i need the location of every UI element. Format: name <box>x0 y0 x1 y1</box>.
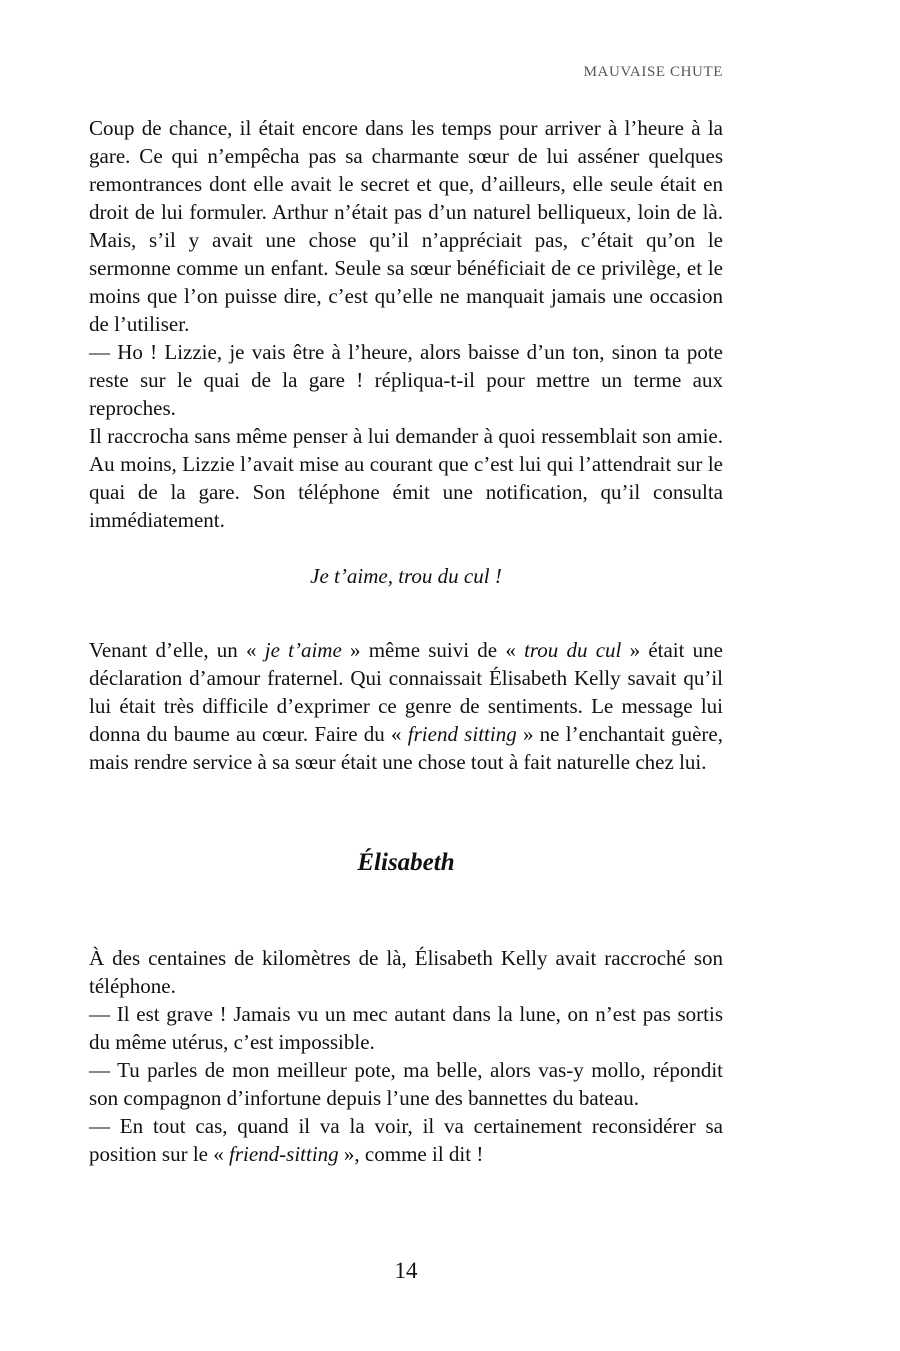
text-run: », comme il dit ! <box>338 1142 484 1166</box>
italic-phrase: friend-sitting <box>229 1142 339 1166</box>
text-run: Venant d’elle, un « <box>89 638 265 662</box>
text-run: » ne l’enchantait guère, mais rendre service à sa sœur était une chose tout à fait naturelle chez lui. <box>89 722 723 774</box>
page-number: 14 <box>394 1258 418 1283</box>
italic-phrase: je t’aime <box>264 638 342 662</box>
paragraph: Il raccrocha sans même penser à lui demander à quoi ressemblait son amie. Au moins, Lizzie l’avait mise au courant que c’est lui qui l’attendrait sur le quai de la gare. Son téléphone émit une notification, qu’il consulta immédiatement. <box>89 424 723 532</box>
text-message: Je t’aime, trou du cul ! <box>310 564 502 588</box>
running-head: MAUVAISE CHUTE <box>583 64 723 80</box>
dialogue-line: — Tu parles de mon meilleur pote, ma belle, alors vas-y mollo, répondit son compagnon d’infortune depuis l’une des bannettes du bateau. <box>89 1058 723 1110</box>
dialogue-line: — Ho ! Lizzie, je vais être à l’heure, alors baisse d’un ton, sinon ta pote reste sur le quai de la gare ! répliqua-t-il pour mettre un terme aux reproches. <box>89 340 723 420</box>
text-run: » était une déclaration d’amour fraternel. Qui connaissait Élisabeth Kelly savait qu’il lui était très difficile d’exprimer ce genre de sentiments. Le message lui donna du baume au cœur. Faire du « <box>89 638 724 746</box>
paragraph: À des centaines de kilomètres de là, Élisabeth Kelly avait raccroché son téléphone. <box>89 946 723 998</box>
paragraph: Coup de chance, il était encore dans les temps pour arriver à l’heure à la gare. Ce qui n’empêcha pas sa charmante sœur de lui asséner quelques remontrances dont elle avait le secret et que, d’ailleurs, elle seule était en droit de lui formuler. Arthur n’était pas d’un naturel belliqueux, loin de là. Mais, s’il y avait une chose qu’il n’appréciait pas, c’était qu’on le sermonne comme un enfant. Seule sa sœur bénéficiait de ce privilège, et le moins que l’on puisse dire, c’est qu’elle ne manquait jamais une occasion de l’utiliser. <box>89 116 723 336</box>
dialogue-line <box>89 1112 723 1168</box>
italic-phrase: friend sitting <box>407 722 517 746</box>
section-three <box>89 944 723 1168</box>
chapter-title: Élisabeth <box>357 849 455 876</box>
text-run: » même suivi de « <box>341 638 525 662</box>
section-two <box>89 636 723 776</box>
italic-phrase: trou du cul <box>524 638 622 662</box>
text-run: — En tout cas, quand il va la voir, il va certainement reconsidérer sa position sur le « <box>89 1114 723 1166</box>
dialogue-line: — Il est grave ! Jamais vu un mec autant dans la lune, on n’est pas sortis du même utérus, c’est impossible. <box>89 1002 723 1054</box>
paragraph <box>89 636 723 776</box>
section-one <box>89 114 723 534</box>
